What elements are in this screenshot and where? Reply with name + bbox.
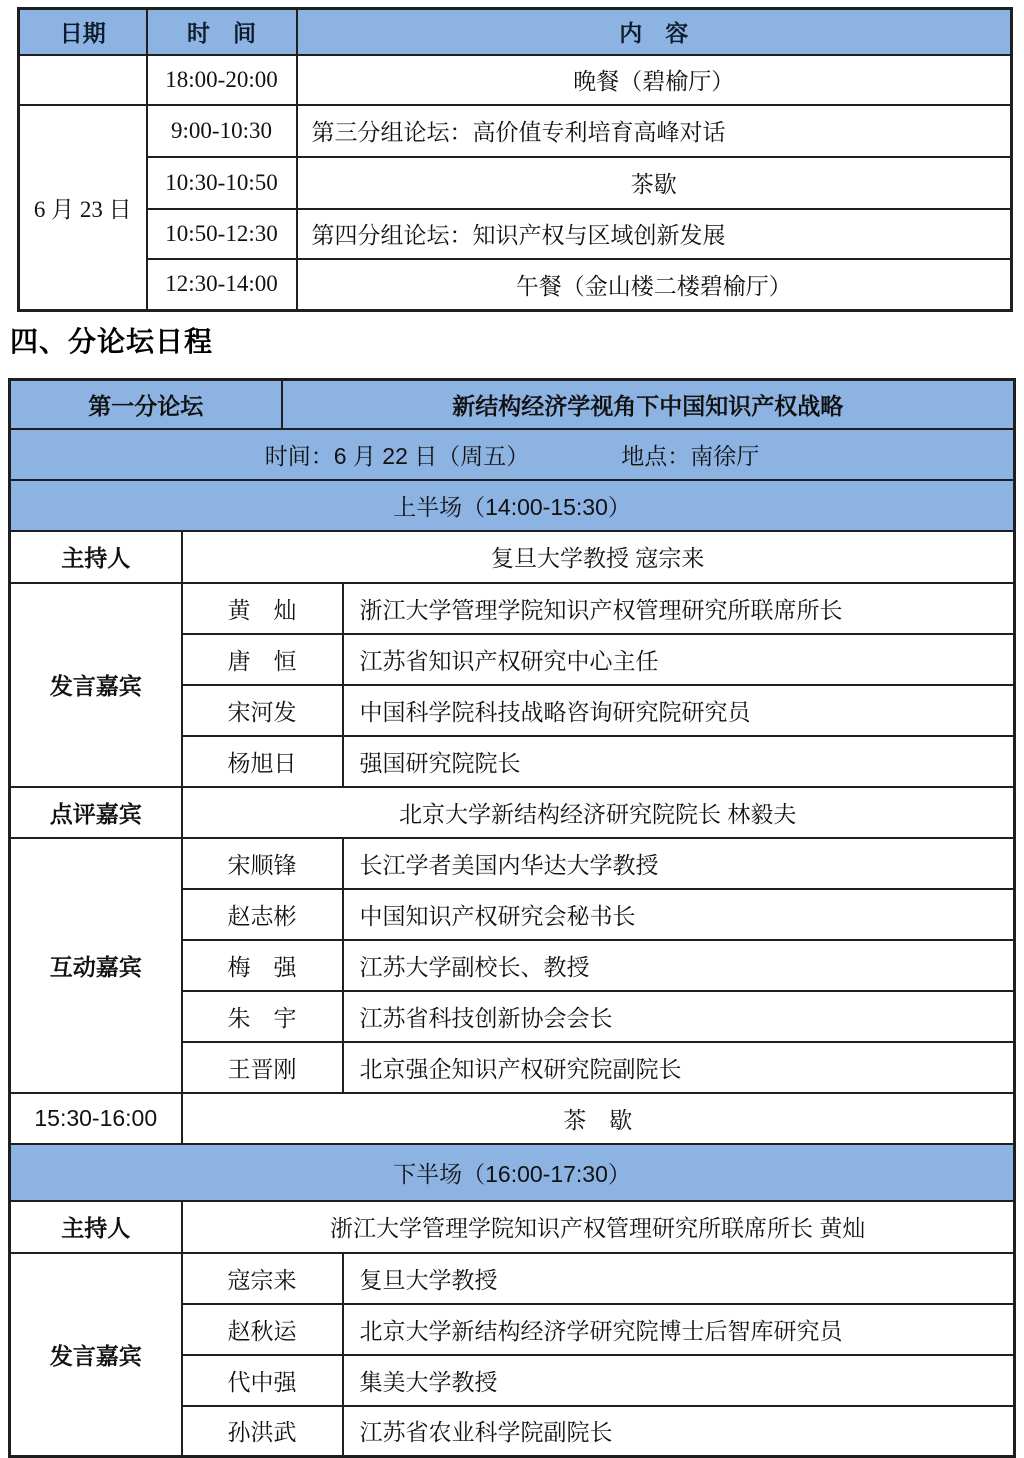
- date-cell-empty: [19, 55, 147, 105]
- table-row: [19, 157, 1012, 209]
- speakers-label-cell: 发言嘉宾: [10, 1253, 182, 1457]
- interactive-label-cell: 互动嘉宾: [10, 838, 182, 1093]
- speaker-row: [10, 1253, 1015, 1304]
- time-cell: 9:00-10:30: [147, 105, 297, 157]
- table-row: [19, 259, 1012, 311]
- second-half-header-cell: 下半场（16:00-17:30）: [10, 1144, 1015, 1201]
- interactive-title-cell: 江苏大学副校长、教授: [343, 940, 1015, 991]
- commentator-name-cell: 北京大学新结构经济研究院院长 林毅夫: [182, 787, 1015, 838]
- main-schedule-table: [17, 7, 1013, 312]
- host-name-cell: 浙江大学管理学院知识产权管理研究所联席所长 黄灿: [182, 1201, 1015, 1253]
- section-heading: 四、分论坛日程: [10, 326, 214, 357]
- interactive-title-cell: 北京强企知识产权研究院副院长: [343, 1042, 1015, 1093]
- forum-title-row: [10, 380, 1015, 429]
- content-cell: 第三分组论坛：高价值专利培育高峰对话: [297, 105, 1012, 157]
- first-half-header-cell: 上半场（14:00-15:30）: [10, 480, 1015, 531]
- interactive-name-cell: 朱 宇: [182, 991, 343, 1042]
- content-cell: 第四分组论坛：知识产权与区域创新发展: [297, 209, 1012, 259]
- tea-label-cell: 茶 歇: [182, 1093, 1015, 1144]
- speakers-label-cell: 发言嘉宾: [10, 583, 182, 787]
- forum-meta-row: [10, 429, 1015, 480]
- host-row: [10, 1201, 1015, 1253]
- interactive-name-cell: 梅 强: [182, 940, 343, 991]
- speaker-name-cell: 宋河发: [182, 685, 343, 736]
- speaker-name-cell: 孙洪武: [182, 1406, 343, 1457]
- speaker-name-cell: 赵秋运: [182, 1304, 343, 1355]
- content-cell: 茶歇: [297, 157, 1012, 209]
- tea-break-row: [10, 1093, 1015, 1144]
- header-time-cell: 时 间: [147, 9, 297, 55]
- interactive-title-cell: 中国知识产权研究会秘书长: [343, 889, 1015, 940]
- interactive-title-cell: 长江学者美国内华达大学教授: [343, 838, 1015, 889]
- table-row: [19, 105, 1012, 157]
- time-cell: 10:50-12:30: [147, 209, 297, 259]
- speaker-title-cell: 浙江大学管理学院知识产权管理研究所联席所长: [343, 583, 1015, 634]
- time-cell: 18:00-20:00: [147, 55, 297, 105]
- interactive-name-cell: 赵志彬: [182, 889, 343, 940]
- commentator-row: [10, 787, 1015, 838]
- speaker-title-cell: 中国科学院科技战略咨询研究院研究员: [343, 685, 1015, 736]
- header-date-cell: 日期: [19, 9, 147, 55]
- content-cell: 午餐（金山楼二楼碧榆厅）: [297, 259, 1012, 311]
- speaker-title-cell: 集美大学教授: [343, 1355, 1015, 1406]
- speaker-row: [10, 583, 1015, 634]
- forum-number-cell: 第一分论坛: [10, 380, 282, 429]
- header-content-cell: 内 容: [297, 9, 1012, 55]
- speaker-title-cell: 江苏省知识产权研究中心主任: [343, 634, 1015, 685]
- date-group-cell: 6 月 23 日: [19, 105, 147, 311]
- interactive-title-cell: 江苏省科技创新协会会长: [343, 991, 1015, 1042]
- forum-time-label: 时间：6 月 22 日（周五）: [264, 442, 530, 469]
- speaker-name-cell: 杨旭日: [182, 736, 343, 787]
- commentator-label-cell: 点评嘉宾: [10, 787, 182, 838]
- first-half-header-row: [10, 480, 1015, 531]
- speaker-title-cell: 强国研究院院长: [343, 736, 1015, 787]
- forum-meta-cell: [10, 429, 1015, 480]
- table-row: [19, 209, 1012, 259]
- host-name-cell: 复旦大学教授 寇宗来: [182, 531, 1015, 583]
- interactive-name-cell: 宋顺锋: [182, 838, 343, 889]
- forum-location-label: 地点：南徐厅: [621, 442, 760, 469]
- host-label-cell: 主持人: [10, 531, 182, 583]
- forum-title-cell: 新结构经济学视角下中国知识产权战略: [282, 380, 1015, 429]
- interactive-name-cell: 王晋刚: [182, 1042, 343, 1093]
- second-half-header-row: [10, 1144, 1015, 1201]
- host-label-cell: 主持人: [10, 1201, 182, 1253]
- time-cell: 12:30-14:00: [147, 259, 297, 311]
- interactive-row: [10, 838, 1015, 889]
- speaker-name-cell: 唐 恒: [182, 634, 343, 685]
- speaker-title-cell: 江苏省农业科学院副院长: [343, 1406, 1015, 1457]
- speaker-name-cell: 黄 灿: [182, 583, 343, 634]
- content-cell: 晚餐（碧榆厅）: [297, 55, 1012, 105]
- tea-time-cell: 15:30-16:00: [10, 1093, 182, 1144]
- speaker-title-cell: 北京大学新结构经济学研究院博士后智库研究员: [343, 1304, 1015, 1355]
- forum-1-table: [8, 378, 1016, 1458]
- speaker-title-cell: 复旦大学教授: [343, 1253, 1015, 1304]
- speaker-name-cell: 代中强: [182, 1355, 343, 1406]
- host-row: [10, 531, 1015, 583]
- table-row: [19, 55, 1012, 105]
- speaker-name-cell: 寇宗来: [182, 1253, 343, 1304]
- time-cell: 10:30-10:50: [147, 157, 297, 209]
